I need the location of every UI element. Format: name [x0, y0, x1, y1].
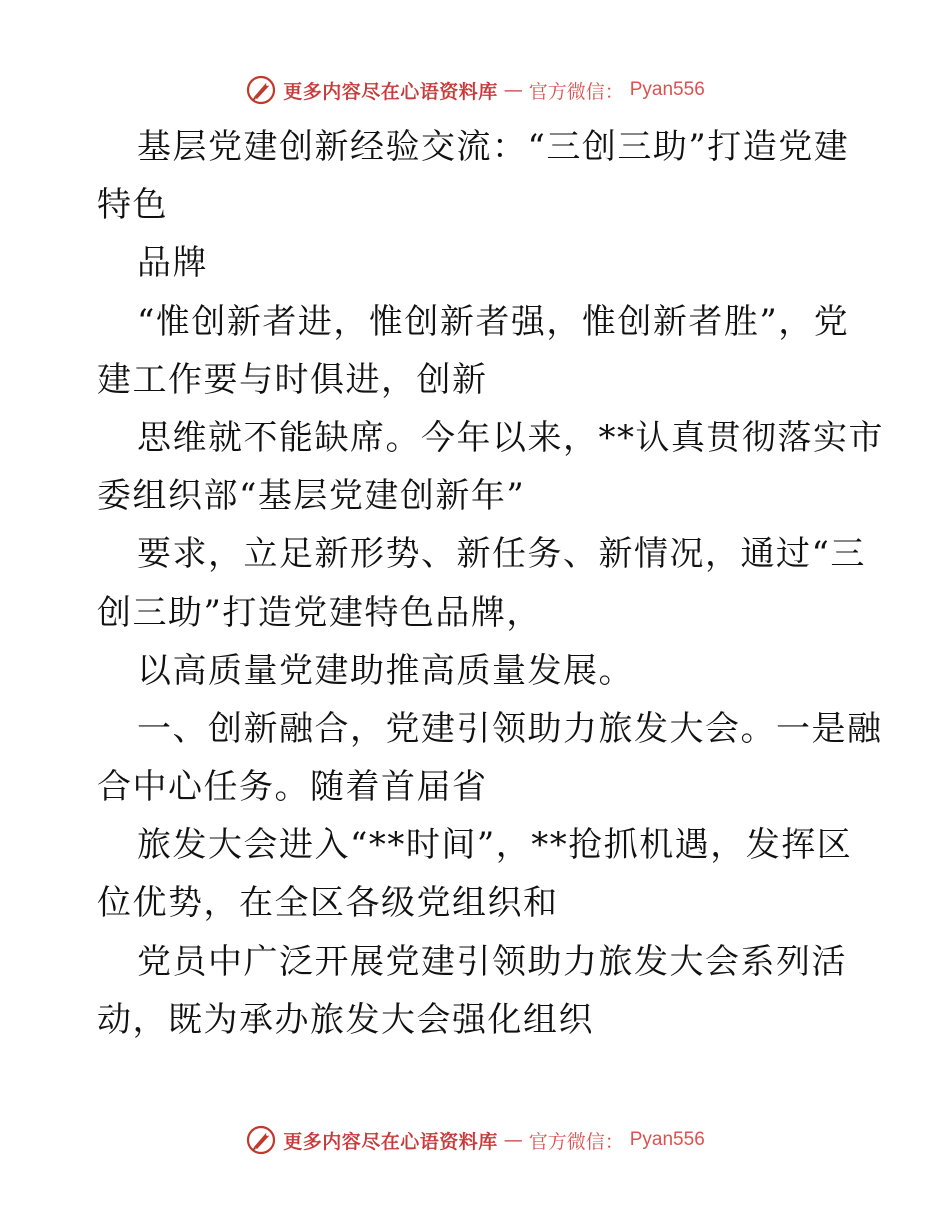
text-line: “惟创新者进，惟创新者强，惟创新者胜”，党 [137, 301, 850, 342]
text-line: 动，既为承办旅发大会强化组织 [97, 999, 594, 1040]
banner-wechat-id: Pyan556 [629, 79, 705, 100]
footer-watermark-banner [0, 1120, 950, 1160]
document-body [97, 118, 884, 1049]
pen-logo-icon [245, 74, 277, 106]
text-line: 旅发大会进入“**时间”，**抢抓机遇，发挥区 [137, 825, 853, 866]
pen-logo-icon [245, 1124, 277, 1156]
text-line: 思维就不能缺席。今年以来，**认真贯彻落实市 [137, 417, 884, 458]
banner-brand-text: 更多内容尽在心语资料库 [283, 1130, 498, 1153]
text-line: 委组织部“基层党建创新年” [97, 476, 526, 517]
text-line: 建工作要与时俱进，创新 [97, 359, 488, 400]
banner-wechat-label: 官方微信： [528, 80, 624, 103]
text-line: 品牌 [137, 243, 208, 284]
text-line: 合中心任务。随着首届省 [97, 767, 488, 808]
banner-wechat-id: Pyan556 [629, 1129, 705, 1150]
header-watermark-banner [0, 70, 950, 110]
banner-brand-text: 更多内容尽在心语资料库 [283, 80, 498, 103]
text-line: 位优势，在全区各级党组织和 [97, 883, 559, 924]
text-line: 要求，立足新形势、新任务、新情况，通过“三 [137, 534, 866, 575]
text-line: 基层党建创新经验交流：“三创三助”打造党建 [137, 127, 850, 167]
text-line: 以高质量党建助推高质量发展。 [137, 650, 634, 691]
banner-separator: — [503, 79, 523, 101]
banner-wechat-label: 官方微信： [528, 1130, 624, 1153]
text-line: 一、创新融合，党建引领助力旅发大会。一是融 [137, 708, 883, 749]
banner-separator: — [503, 1129, 523, 1151]
text-line: 党员中广泛开展党建引领助力旅发大会系列活 [137, 941, 847, 982]
text-line: 创三助”打造党建特色品牌， [97, 592, 542, 633]
text-line: 特色 [97, 185, 168, 226]
